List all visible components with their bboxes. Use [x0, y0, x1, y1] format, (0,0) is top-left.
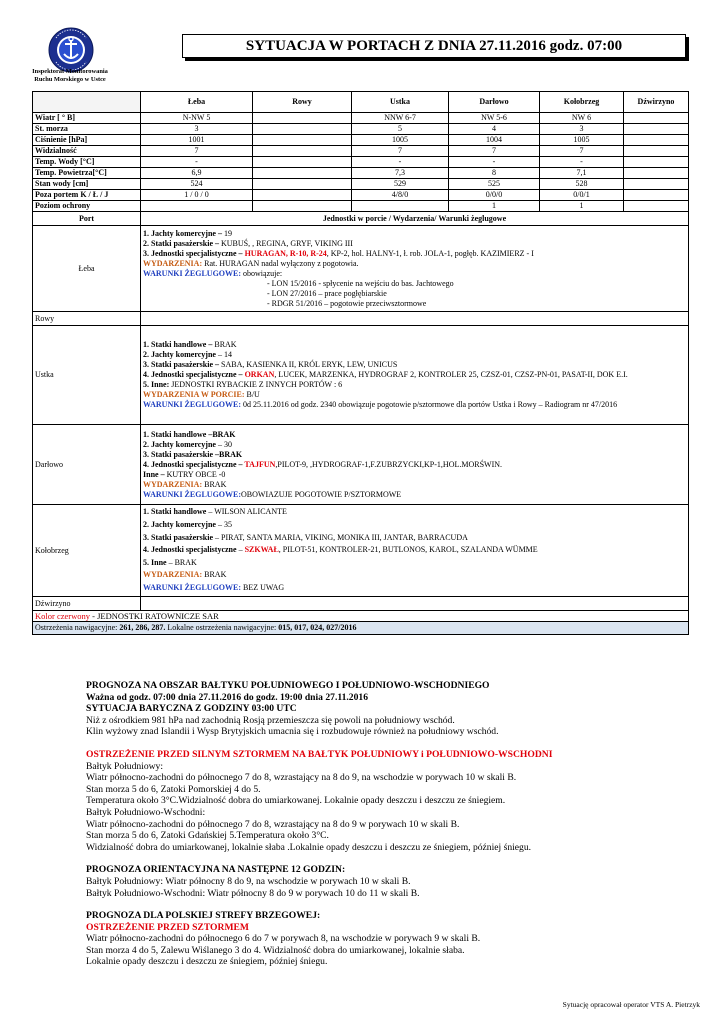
value: obowiązuje: [241, 268, 283, 278]
port-name: Darłowo [33, 425, 141, 505]
value: Rat. HURAGAN nadal wyłączony z pogotowia. [202, 258, 359, 268]
port-row-darlowo [33, 425, 689, 505]
forecast-text: Temperatura około 3°C.Widzialność dobra do umiarkowanej. Lokalnie opady deszczu i deszczu ze śniegiem. [86, 795, 506, 807]
page-title: SYTUACJA W PORTACH Z DNIA 27.11.2016 godz. 07:00 [245, 38, 623, 54]
param-value: NNW 6-7 [352, 113, 449, 124]
param-value: 528 [540, 179, 624, 190]
forecast-text: Bałtyk Południowy: Wiatr północny 8 do 9, na wschodzie w porywach 10 w skali B. [86, 875, 411, 887]
events-label: WYDARZENIA: [143, 479, 203, 489]
port-row-kolobrzeg [33, 505, 689, 597]
value: – 14 [215, 350, 232, 359]
value: , LUCEK, MARZENKA, HYDROGRAF 2, KONTROLER 25, CZSZ-01, CZSZ-PN-01, PASAT-II, DOK E.I. [274, 370, 628, 379]
forecast-text: Stan morza 4 do 5, Zalewu Wiślanego 3 do 4. Widzialność dobra do umiarkowanej, lokalnie słaba. [86, 944, 465, 956]
param-value: 7,3 [352, 168, 449, 179]
param-row [33, 124, 689, 135]
value: SABA, KASIENKA II, KRÓL ERYK, LEW, UNICUS [219, 360, 398, 369]
forecast-heading: PROGNOZA NA OBSZAR BAŁTYKU POŁUDNIOWEGO I POŁUDNIOWO-WSCHODNIEGO [86, 680, 490, 691]
institution-line-1: Inspektorat Monitorowania [32, 68, 108, 75]
institution-label [20, 68, 120, 84]
sar-unit: SZKWAŁ [244, 545, 279, 555]
port-name: Ustka [33, 326, 141, 425]
port-name: Dźwirzyno [33, 597, 141, 611]
value: BRAK [202, 479, 227, 489]
param-value: N-NW 5 [141, 113, 253, 124]
param-value [624, 113, 689, 124]
storm-warning: OSTRZEŻENIE PRZED SILNYM SZTORMEM NA BAŁTYK POŁUDNIOWY i POŁUDNIOWO-WSCHODNI [86, 748, 553, 760]
value: – PIRAT, SANTA MARIA, VIKING, MONIKA III, JANTAR, BARRACUDA [213, 532, 468, 542]
column-header: Darłowo [449, 92, 540, 113]
param-value: 4/8/0 [352, 190, 449, 201]
value: KUTRY OBCE -0 [164, 469, 226, 479]
param-value: 1 / 0 / 0 [141, 190, 253, 201]
label: 1. Statki handlowe – [143, 340, 213, 349]
param-value [624, 146, 689, 157]
param-value: 7 [352, 146, 449, 157]
conditions-label: WARUNKI ŻEGLUGOWE: [143, 582, 242, 592]
param-value: - [540, 157, 624, 168]
param-value: - [449, 157, 540, 168]
label: 2. Jachty komercyjne [143, 520, 216, 530]
footer-author: Sytuację opracował operator VTS A. Pietrzyk [562, 1000, 700, 1009]
forecast-text: Niż z ośrodkiem 981 hPa nad zachodnią Rosją przemieszcza się powoli na południowy wschód. [86, 714, 455, 726]
value: – 30 [215, 439, 232, 449]
section-header-row [33, 212, 689, 226]
param-value: 529 [352, 179, 449, 190]
param-value: 8 [449, 168, 540, 179]
legend-red-label: Kolor czerwony [35, 611, 90, 621]
param-value [624, 124, 689, 135]
param-value: 1004 [449, 135, 540, 146]
param-value [253, 157, 352, 168]
sar-unit: TAJFUN [242, 459, 276, 469]
nav-warnings-values: 261, 286, 287. [119, 623, 166, 632]
label: 5. Inne [143, 557, 167, 567]
param-value: 1005 [352, 135, 449, 146]
label: 3. Statki pasażerskie – [143, 360, 219, 369]
param-row [33, 190, 689, 201]
param-value [141, 201, 253, 212]
port-row-ustka [33, 326, 689, 425]
param-value: - [141, 157, 253, 168]
param-label: St. morza [33, 124, 141, 135]
param-value: 4 [449, 124, 540, 135]
port-details [141, 312, 689, 326]
param-value [253, 190, 352, 201]
param-value: 525 [449, 179, 540, 190]
port-name: Łeba [33, 226, 141, 312]
param-value: NW 6 [540, 113, 624, 124]
forecast-text: Wiatr północno-zachodni do północnego 6 do 7 w porywach 8, na wschodzie w porywach 9 w skali B. [86, 933, 481, 945]
maritime-office-logo [46, 26, 96, 74]
conditions-label: WARUNKI ŻEGLUGOWE: [143, 489, 242, 499]
param-value [253, 168, 352, 179]
value: , PILOT-51, KONTROLER-21, BUTLONOS, KAROL, SZALANDA WÜMME [278, 545, 538, 555]
param-value: 5 [352, 124, 449, 135]
legend-row [33, 611, 689, 622]
forecast-text: Bałtyk Południowo-Wschodni: Wiatr północny 8 do 9 w porywach 10 do 11 w skali B. [86, 887, 420, 899]
forecast-section [86, 680, 646, 968]
label: 3. Statki pasażerskie –BRAK [143, 449, 243, 459]
param-value: 7 [540, 146, 624, 157]
param-value [253, 179, 352, 190]
param-value [624, 201, 689, 212]
value: BRAK [202, 570, 227, 580]
param-row [33, 157, 689, 168]
label: 3. Jednostki specjalistyczne – [143, 248, 243, 258]
forecast-text: Bałtyk Południowy: [86, 760, 164, 772]
param-value: 3 [141, 124, 253, 135]
param-row [33, 113, 689, 124]
label: Inne – [143, 469, 165, 479]
param-value [253, 113, 352, 124]
value: BRAK [212, 340, 237, 349]
sar-unit: ORKAN [242, 370, 275, 379]
value: OBOWIAZUJE POGOTOWIE P/SZTORMOWE [241, 489, 402, 499]
label: 4. Jednostki specjalistyczne [143, 545, 237, 555]
events-label: WYDARZENIA: [143, 258, 203, 268]
events-label: WYDARZENIA: [143, 570, 203, 580]
forecast-text: Wiatr północno-zachodni do północnego 7 do 8, wzrastający na 8 do 9 w porywach 10 w skali B. [86, 818, 460, 830]
param-value: 7,1 [540, 168, 624, 179]
value: ,PILOT-9, ,HYDROGRAF-1,F.ZUBRZYCKI,KP-1,HOL.MORŚWIN. [275, 459, 503, 469]
value: – WILSON ALICANTE [206, 507, 287, 517]
column-header: Łeba [141, 92, 253, 113]
param-value [624, 168, 689, 179]
param-value: 7 [141, 146, 253, 157]
param-value: 524 [141, 179, 253, 190]
param-label: Temp. Powietrza[°C] [33, 168, 141, 179]
port-details [141, 425, 689, 505]
param-row [33, 146, 689, 157]
value: B/U [244, 390, 260, 399]
title-box [182, 34, 686, 58]
param-value: 7 [449, 146, 540, 157]
value: – BRAK [166, 557, 197, 567]
param-value [253, 201, 352, 212]
separator: – [236, 545, 245, 555]
param-label: Widzialność [33, 146, 141, 157]
notice-line: - LON 15/2016 - spłycenie na wejściu do bas. Jachtowego [267, 278, 454, 288]
label: 1. Statki handlowe –BRAK [143, 429, 236, 439]
param-value: NW 5-6 [449, 113, 540, 124]
port-row-leba [33, 226, 689, 312]
param-value [253, 135, 352, 146]
label: 2. Jachty komercyjne [143, 439, 216, 449]
label: 1. Statki handlowe [143, 507, 207, 517]
label: 4. Jednostki specjalistyczne – [143, 370, 243, 379]
forecast-text: Wiatr północno-zachodni do północnego 7 do 8, wzrastający na 8 do 9, na wschodzie w porywach 10 w skali B. [86, 772, 517, 784]
param-label: Poza portem K / Ł / J [33, 190, 141, 201]
param-row [33, 179, 689, 190]
corner-cell [33, 92, 141, 113]
port-row-rowy [33, 312, 689, 326]
forecast-text: Lokalnie opady deszczu i deszczu ze śniegiem, później śniegu. [86, 956, 328, 968]
param-value [624, 190, 689, 201]
param-value: 1001 [141, 135, 253, 146]
column-header: Dźwirzyno [624, 92, 689, 113]
param-row [33, 168, 689, 179]
label: 5. Inne: [143, 380, 170, 389]
param-label: Stan wody [cm] [33, 179, 141, 190]
ports-table [32, 91, 689, 635]
local-warnings-values: 015, 017, 024, 027/2016 [278, 623, 357, 632]
local-warnings-label: Lokalne ostrzeżenia nawigacyjne: [165, 623, 279, 632]
forecast-text: Widzialność dobra do umiarkowanej, lokalnie słaba .Lokalnie opady deszczu i deszczu ze śniegiem, później śniegu. [86, 841, 532, 853]
events-header: Jednostki w porcie / Wydarzenia/ Warunki żeglugowe [141, 212, 689, 226]
column-header: Rowy [253, 92, 352, 113]
param-value: 6,9 [141, 168, 253, 179]
label: 4. Jednostki specjalistyczne – [143, 459, 243, 469]
param-row [33, 135, 689, 146]
param-value: 0/0/1 [540, 190, 624, 201]
param-value: 1005 [540, 135, 624, 146]
label: 2. Jachty komercyjne [143, 350, 216, 359]
port-row-dzwirzyno [33, 597, 689, 611]
label: 2. Statki pasażerskie – [143, 238, 219, 248]
param-value: 3 [540, 124, 624, 135]
param-label: Poziom ochrony [33, 201, 141, 212]
param-value [352, 201, 449, 212]
events-label: WYDARZENIA W PORCIE: [143, 390, 245, 399]
conditions-label: WARUNKI ŻEGLUGOWE: [143, 268, 242, 278]
outlook-heading: PROGNOZA ORIENTACYJNA NA NASTĘPNE 12 GODZIN: [86, 864, 346, 876]
label: 3. Statki pasażerskie [143, 532, 213, 542]
sar-unit: HURAGAN, R-10, R-24 [242, 248, 327, 258]
value: 19 [221, 228, 232, 238]
baric-situation-heading: SYTUACJA BARYCZNA Z GODZINY 03:00 UTC [86, 703, 297, 715]
param-value: 1 [540, 201, 624, 212]
label: 1. Jachty komercyjne – [143, 228, 222, 238]
param-value: 1 [449, 201, 540, 212]
value: KUBUŚ, , REGINA, GRYF, VIKING III [219, 238, 353, 248]
param-value [253, 124, 352, 135]
port-header: Port [33, 212, 141, 226]
nav-warnings-label: Ostrzeżenia nawigacyjne: [35, 623, 120, 632]
param-value: 0/0/0 [449, 190, 540, 201]
param-row [33, 201, 689, 212]
param-value [624, 157, 689, 168]
value: , KP-2, hol. HALNY-1, ł. rob. JOLA-1, pogłęb. KAZIMIERZ - I [326, 248, 534, 258]
port-name: Rowy [33, 312, 141, 326]
param-label: Ciśnienie [hPa] [33, 135, 141, 146]
nav-warnings-row [33, 622, 689, 635]
param-label: Temp. Wody [°C] [33, 157, 141, 168]
param-value: - [352, 157, 449, 168]
port-details [141, 326, 689, 425]
conditions-label: WARUNKI ŻEGLUGOWE: [143, 400, 242, 409]
legend-text: - JEDNOSTKI RATOWNICZE SAR [90, 611, 219, 621]
notice-line: - RDGR 51/2016 – pogotowie przeciwsztormowe [267, 298, 427, 308]
column-header-row [33, 92, 689, 113]
port-details [141, 597, 689, 611]
port-details [141, 226, 689, 312]
port-name: Kołobrzeg [33, 505, 141, 597]
param-label: Wiatr [ ° B] [33, 113, 141, 124]
legend [33, 611, 689, 622]
port-details [141, 505, 689, 597]
forecast-text: Klin wyżowy znad Islandii i Wysp Brytyjskich umacnia się i rozbudowuje również na południowy wschód. [86, 726, 499, 738]
value: JEDNOSTKI RYBACKIE Z INNYCH PORTÓW : 6 [169, 380, 343, 389]
nav-warnings [33, 622, 689, 635]
value: 0d 25.11.2016 od godz. 2340 obowiązuje pogotowie p/sztormowe dla portów Ustka i Rowy – Radiogram nr 47/2016 [241, 400, 618, 409]
param-value [253, 146, 352, 157]
column-header: Ustka [352, 92, 449, 113]
coastal-forecast-heading: PROGNOZA DLA POLSKIEJ STREFY BRZEGOWEJ: [86, 910, 321, 922]
forecast-text: Stan morza 5 do 6, Zatoki Pomorskiej 4 do 5. [86, 783, 261, 795]
storm-warning: OSTRZEŻENIE PRZED SZTORMEM [86, 921, 249, 933]
value: – 35 [215, 520, 232, 530]
forecast-text: Bałtyk Południowo-Wschodni: [86, 806, 206, 818]
institution-line-2: Ruchu Morskiego w Ustce [34, 76, 106, 83]
notice-line: - LON 27/2016 – prace pogłębiarskie [267, 288, 387, 298]
forecast-validity: Ważna od godz. 07:00 dnia 27.11.2016 do godz. 19:00 dnia 27.11.2016 [86, 691, 368, 703]
param-value [624, 135, 689, 146]
param-value [624, 179, 689, 190]
value: BEZ UWAG [241, 582, 285, 592]
column-header: Kołobrzeg [540, 92, 624, 113]
forecast-text: Stan morza 5 do 6, Zatoki Gdańskiej 5.Temperatura około 3°C. [86, 830, 329, 842]
